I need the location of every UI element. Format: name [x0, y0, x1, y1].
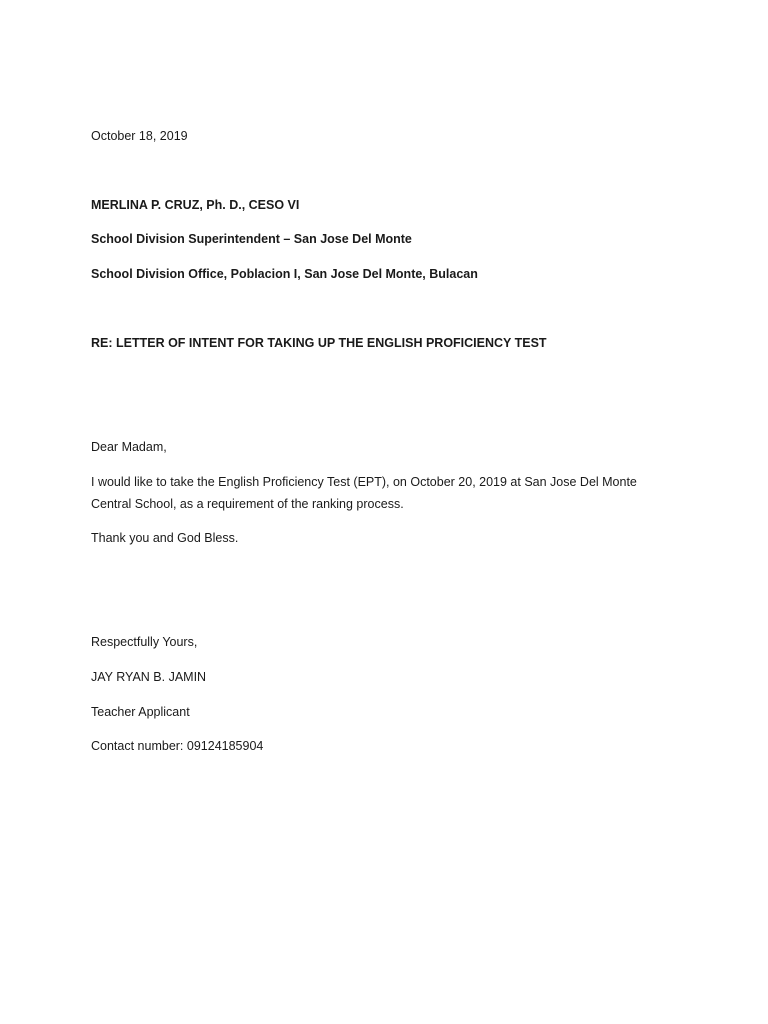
sender-title: Teacher Applicant [91, 705, 190, 719]
recipient-name: MERLINA P. CRUZ, Ph. D., CESO VI [91, 198, 300, 212]
salutation: Dear Madam, [91, 440, 167, 454]
letter-subject: RE: LETTER OF INTENT FOR TAKING UP THE ENGLISH PROFICIENCY TEST [91, 336, 547, 350]
body-paragraph-2: Thank you and God Bless. [91, 531, 239, 545]
recipient-address: School Division Office, Poblacion I, San Jose Del Monte, Bulacan [91, 267, 478, 281]
sender-name: JAY RYAN B. JAMIN [91, 670, 207, 684]
sender-contact: Contact number: 09124185904 [91, 739, 264, 753]
letter-date: October 18, 2019 [91, 129, 188, 143]
closing: Respectfully Yours, [91, 635, 198, 649]
recipient-position: School Division Superintendent – San Jose Del Monte [91, 232, 412, 246]
body-paragraph-1: I would like to take the English Proficiency Test (EPT), on October 20, 2019 at San Jose Del Monte Central School, as a requirement of the ranking process. [91, 475, 637, 511]
